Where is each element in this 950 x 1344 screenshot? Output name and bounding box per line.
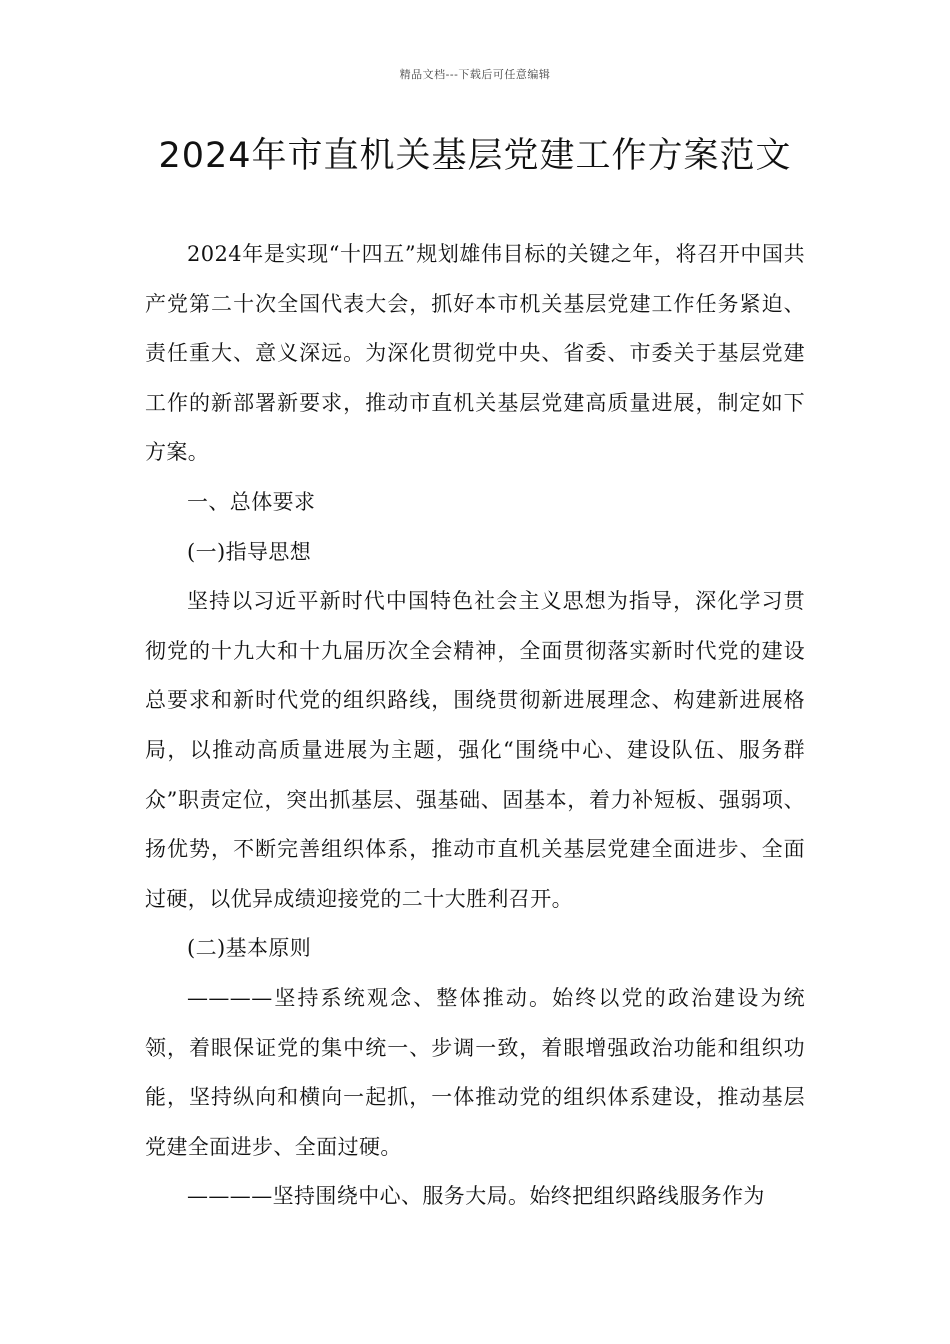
paragraph-principle-systematic: ————坚持系统观念、整体推动。始终以党的政治建设为统领，着眼保证党的集中统一、步调一致，着眼增强政治功能和组织功能，坚持纵向和横向一起抓，一体推动党的组织体系建设，推动基层党建全面进步、全面过硬。	[145, 985, 805, 1159]
header-note: 精品文档---下载后可任意编辑	[399, 68, 551, 81]
paragraph-guiding-ideology: 坚持以习近平新时代中国特色社会主义思想为指导，深化学习贯彻党的十九大和十九届历次全会精神，全面贯彻落实新时代党的建设总要求和新时代党的组织路线，围绕贯彻新进展理念、构建新进展格局，以推动高质量进展为主题，强化“围绕中心、建设队伍、服务群众”职责定位，突出抓基层、强基础、固基本，着力补短板、强弱项、扬优势，不断完善组织体系，推动市直机关基层党建全面进步、全面过硬，以优异成绩迎接党的二十大胜利召开。	[145, 589, 805, 911]
document-body	[145, 230, 805, 1222]
subsection-heading-basic-principles: (二)基本原则	[187, 936, 312, 961]
paragraph-principle-center: ————坚持围绕中心、服务大局。始终把组织路线服务作为	[187, 1184, 765, 1209]
paragraph-intro: 2024年是实现“十四五”规划雄伟目标的关键之年，将召开中国共产党第二十次全国代表大会，抓好本市机关基层党建工作任务紧迫、责任重大、意义深远。为深化贯彻党中央、省委、市委关于基层党建工作的新部署新要求，推动市直机关基层党建高质量进展，制定如下方案。	[145, 242, 805, 465]
section-heading-general-requirements: 一、总体要求	[187, 489, 316, 514]
document-title: 2024年市直机关基层党建工作方案范文	[158, 136, 792, 176]
subsection-heading-guiding-ideology: (一)指导思想	[187, 539, 312, 564]
